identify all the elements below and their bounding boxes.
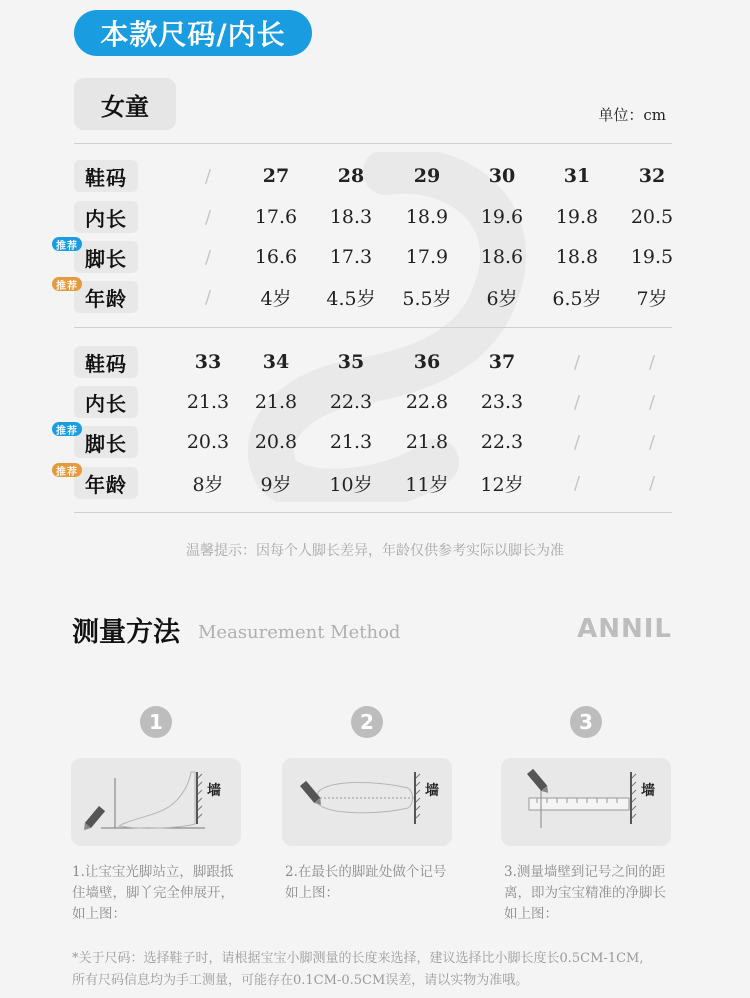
- divider: [74, 512, 672, 513]
- size-note-line-2: 所有尺码信息均为手工测量，可能存在0.1CM-0.5CM误差，请以实物为准哦。: [72, 973, 529, 988]
- method-subtitle: Measurement Method: [198, 622, 401, 643]
- table-cell: 23.3: [480, 391, 524, 413]
- table-cell: /: [573, 472, 581, 494]
- table-cell: 5.5岁: [402, 287, 452, 310]
- table-cell: 18.8: [555, 246, 599, 268]
- wall-label: 墙: [207, 783, 221, 799]
- table-cell: 18.3: [329, 206, 373, 228]
- step-3-text: 3.测量墙壁到记号之间的距离，即为宝宝精准的净脚长如上图：: [504, 864, 666, 922]
- table-cell: 22.3: [329, 391, 373, 413]
- unit-label: 单位：cm: [598, 106, 666, 124]
- table-cell: 6岁: [486, 287, 518, 310]
- row-label: 脚长 推荐: [74, 241, 138, 273]
- table-cell: 33: [194, 351, 222, 373]
- size-note-line-1: *关于尺码：选择鞋子时，请根据宝宝小脚测量的长度来选择，建议选择比小脚长度长0.5CM-1CM,: [72, 951, 644, 966]
- table-cell: 22.3: [480, 431, 524, 453]
- table-cell: 34: [262, 351, 290, 373]
- table-cell: /: [573, 431, 581, 453]
- table-cell: /: [573, 351, 581, 373]
- row-label: 鞋码: [74, 160, 138, 192]
- step-2-illustration: [282, 758, 452, 846]
- table-cell: 29: [413, 165, 441, 187]
- foot-mark-illustration: [282, 758, 452, 846]
- table-cell: 10岁: [329, 473, 373, 496]
- table-cell: 30: [488, 165, 516, 187]
- recommend-badge: 推荐: [52, 422, 82, 436]
- step-3-illustration: [501, 758, 671, 846]
- table-cell: 19.8: [555, 206, 599, 228]
- recommend-badge: 推荐: [52, 463, 82, 477]
- row-label: 脚长 推荐: [74, 426, 138, 458]
- wall-label: 墙: [425, 783, 439, 799]
- size-note: [72, 948, 682, 992]
- foot-against-wall-illustration: [71, 758, 241, 846]
- step-2-text: 2.在最长的脚趾处做个记号如上图：: [285, 864, 447, 901]
- step-2-number: 2: [351, 706, 383, 738]
- row-label: 年龄 推荐: [74, 467, 138, 499]
- table-cell: /: [204, 286, 212, 308]
- table-cell: /: [204, 206, 212, 228]
- table-cell: 4岁: [260, 287, 292, 310]
- table-cell: 8岁: [192, 473, 224, 496]
- table-cell: 21.8: [405, 431, 449, 453]
- size-table-row: [74, 344, 674, 380]
- table-cell: 31: [563, 165, 591, 187]
- step-1-number: 1: [140, 706, 172, 738]
- table-cell: 27: [262, 165, 290, 187]
- size-table-row: [56, 279, 674, 315]
- table-cell: 19.6: [480, 206, 524, 228]
- size-table-row: [74, 158, 674, 194]
- table-cell: /: [648, 351, 656, 373]
- ruler-measure-illustration: [501, 758, 671, 846]
- row-label: 内长: [74, 386, 138, 418]
- table-cell: 35: [337, 351, 365, 373]
- table-cell: 20.8: [254, 431, 298, 453]
- table-cell: 19.5: [630, 246, 674, 268]
- size-table-row: [74, 199, 674, 235]
- size-table-row: [56, 424, 674, 460]
- table-cell: 11岁: [405, 473, 449, 496]
- size-tip: 温馨提示：因每个人脚长差异，年龄仅供参考实际以脚长为准: [186, 543, 564, 559]
- table-cell: 18.6: [480, 246, 524, 268]
- table-cell: 20.3: [186, 431, 230, 453]
- row-label: 年龄 推荐: [74, 281, 138, 313]
- table-cell: 32: [638, 165, 666, 187]
- table-cell: 17.3: [329, 246, 373, 268]
- divider: [74, 143, 672, 144]
- table-cell: 21.8: [254, 391, 298, 413]
- table-cell: 21.3: [329, 431, 373, 453]
- step-1-text: 1.让宝宝光脚站立，脚跟抵住墙壁，脚丫完全伸展开，如上图：: [72, 864, 234, 922]
- gender-group-tag: 女童: [74, 78, 176, 130]
- table-cell: 37: [488, 351, 516, 373]
- table-cell: 12岁: [480, 473, 524, 496]
- table-cell: 4.5岁: [326, 287, 376, 310]
- table-cell: 36: [413, 351, 441, 373]
- table-cell: /: [648, 472, 656, 494]
- table-cell: 22.8: [405, 391, 449, 413]
- table-cell: 17.6: [254, 206, 298, 228]
- table-cell: /: [648, 431, 656, 453]
- step-3-number: 3: [570, 706, 602, 738]
- wall-label: 墙: [641, 783, 655, 799]
- table-cell: /: [648, 391, 656, 413]
- row-label: 鞋码: [74, 346, 138, 378]
- table-cell: 21.3: [186, 391, 230, 413]
- recommend-badge: 推荐: [52, 237, 82, 251]
- table-cell: 16.6: [254, 246, 298, 268]
- table-cell: 7岁: [636, 287, 668, 310]
- table-cell: 6.5岁: [552, 287, 602, 310]
- table-cell: /: [204, 165, 212, 187]
- recommend-badge: 推荐: [52, 277, 82, 291]
- brand-logo: ANNIL: [577, 614, 672, 644]
- page-title: 本款尺码/内长: [74, 10, 312, 56]
- divider: [74, 327, 672, 328]
- size-table-row: [56, 239, 674, 275]
- table-cell: 28: [337, 165, 365, 187]
- table-cell: /: [573, 391, 581, 413]
- size-table-row: [56, 465, 674, 501]
- table-cell: 17.9: [405, 246, 449, 268]
- table-cell: 18.9: [405, 206, 449, 228]
- table-cell: /: [204, 246, 212, 268]
- method-title: 测量方法: [72, 617, 180, 648]
- size-table-row: [74, 384, 674, 420]
- row-label: 内长: [74, 201, 138, 233]
- table-cell: 20.5: [630, 206, 674, 228]
- step-1-illustration: [71, 758, 241, 846]
- table-cell: 9岁: [260, 473, 292, 496]
